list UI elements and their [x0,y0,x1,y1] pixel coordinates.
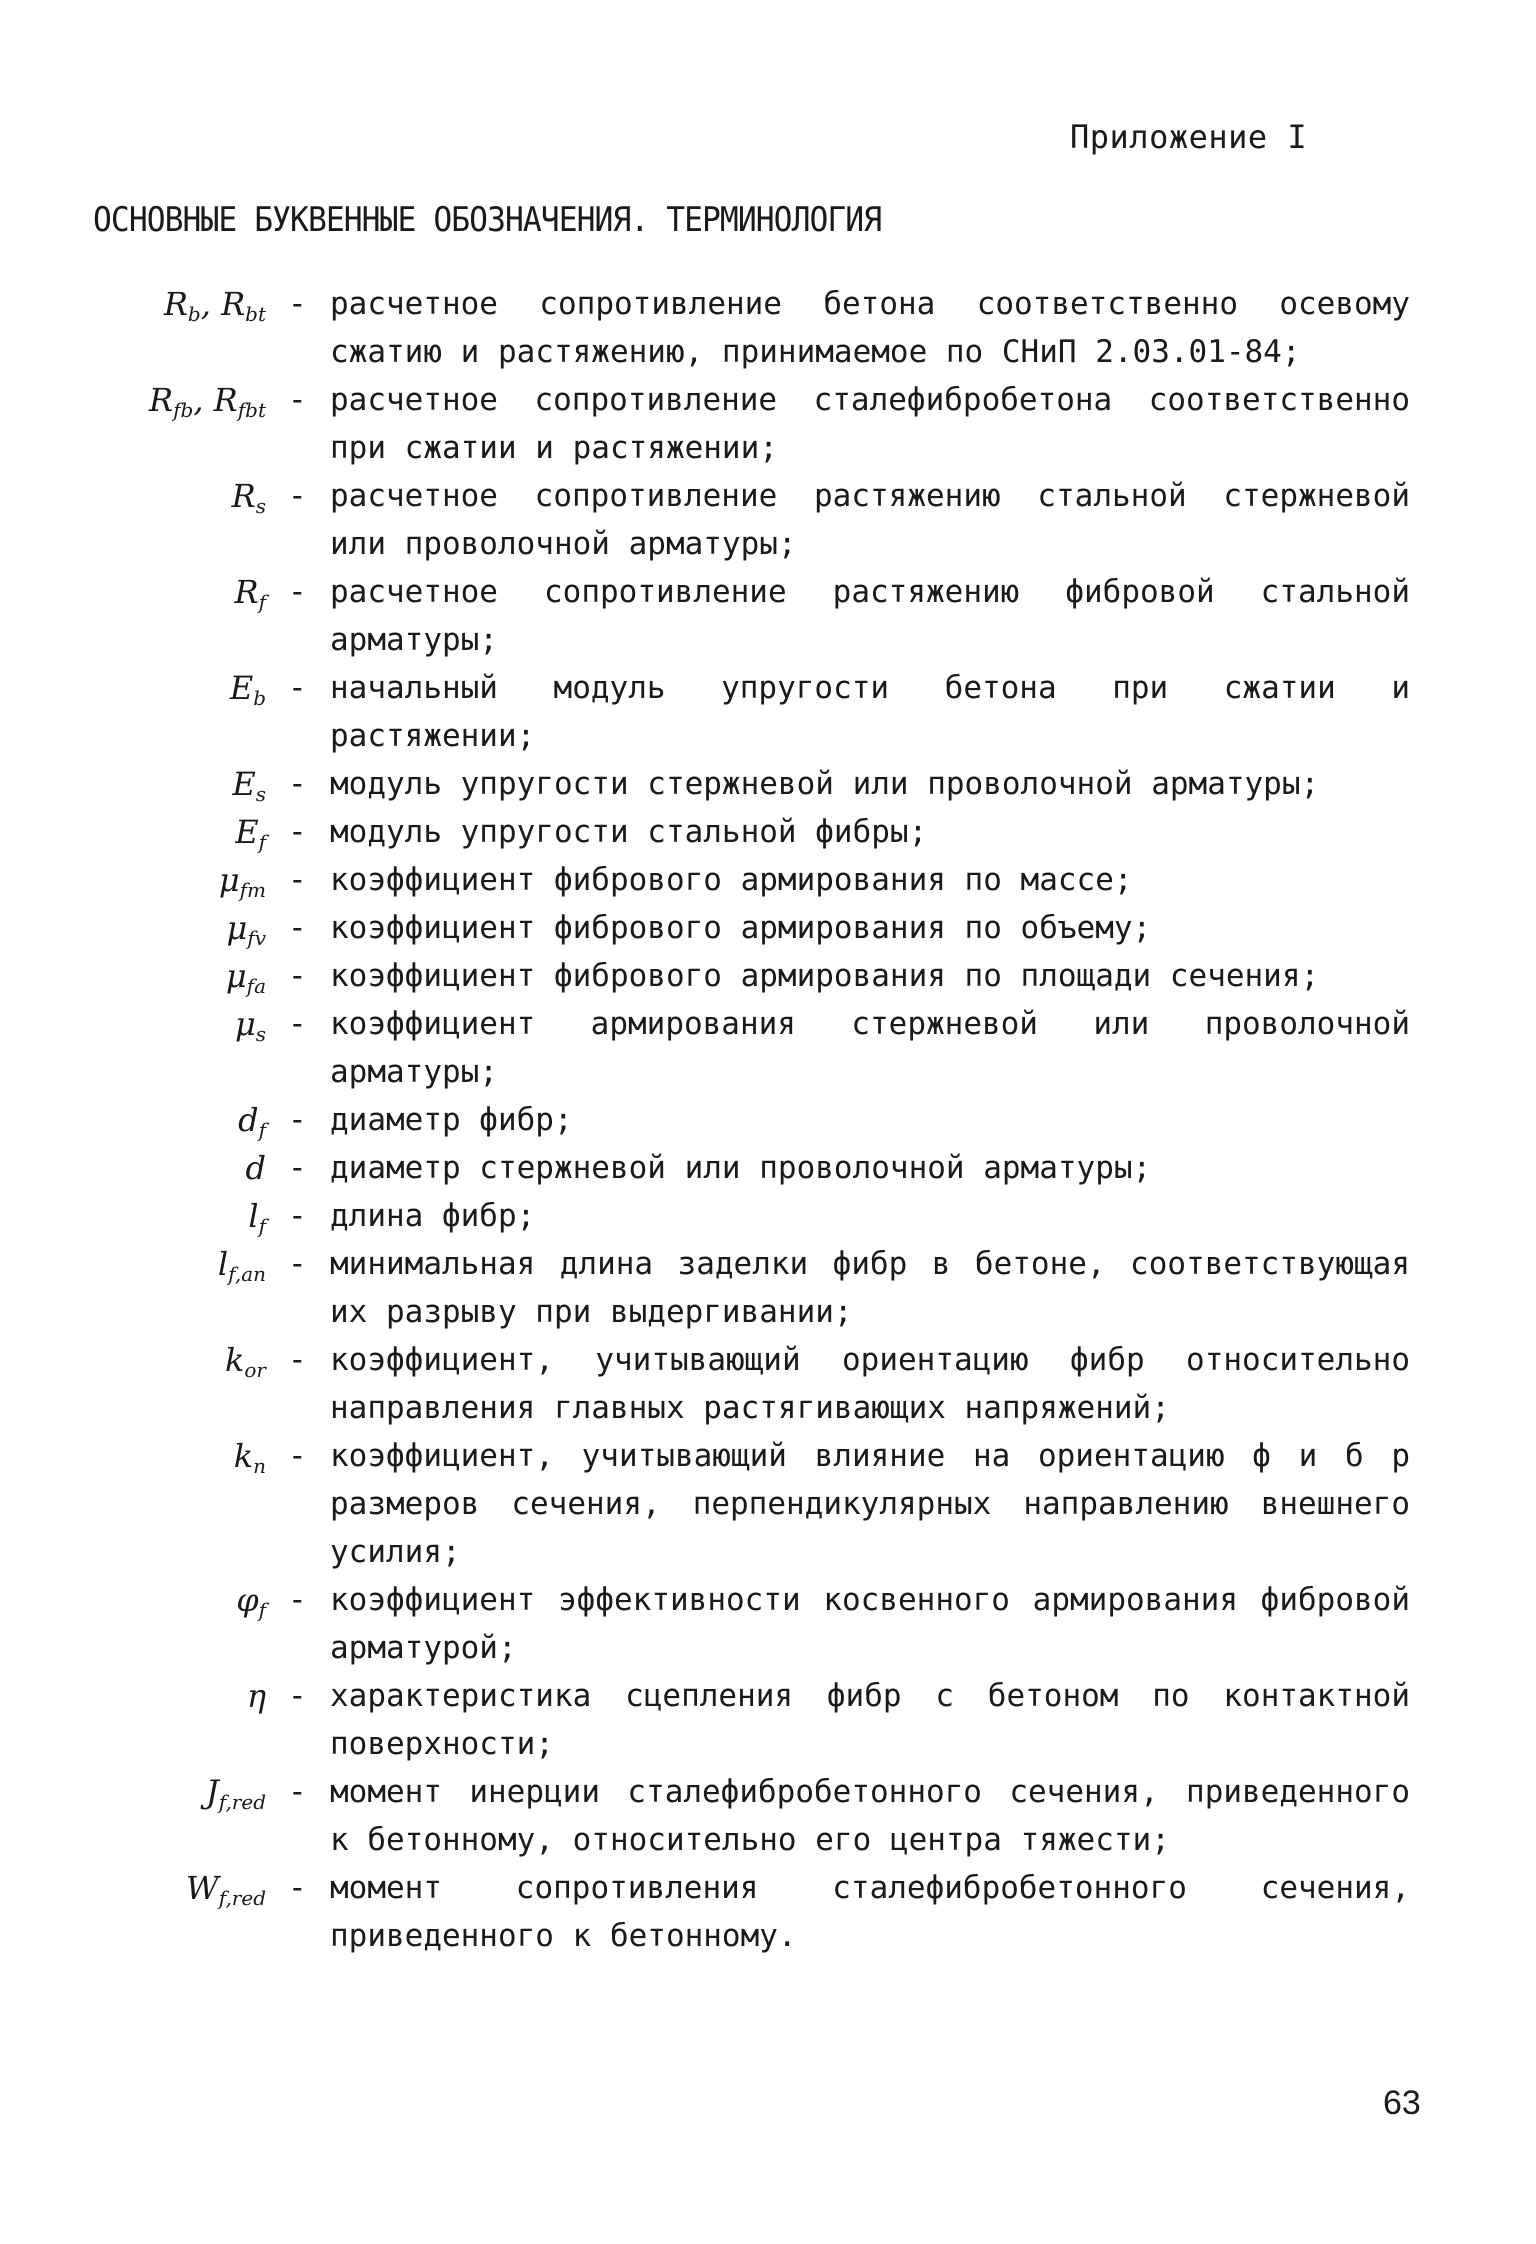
term-definition: начальный модуль упругости бетона при сжатии и растяжении; [330,670,1410,754]
term-definition: модуль упругости стальной фибры; [330,814,928,850]
term-row [0,472,1536,568]
term-symbol: $k_{or}$ [225,1341,266,1382]
term-definition: коэффициент эффективности косвенного армирования фибровой арматурой; [330,1582,1410,1666]
term-row [0,856,1536,904]
term-definition: характеристика сцепления фибр с бетоном по контактной поверхности; [330,1678,1410,1762]
term-dash: - [288,1150,307,1186]
term-row [0,808,1536,856]
term-definition: расчетное сопротивление бетона соответственно осевому сжатию и растяжению, принимаемое по СНиП 2.03.01-84; [330,286,1410,370]
term-symbol: $R_{fb}$, $R_{fbt}$ [149,381,266,422]
term-definition: коэффициент фибрового армирования по массе; [330,862,1133,898]
term-definition: модуль упругости стержневой или проволочной арматуры; [330,766,1320,802]
term-symbol: $E_b$ [229,669,266,710]
term-definition: коэффициент фибрового армирования по площади сечения; [330,958,1320,994]
term-dash: - [288,286,307,322]
term-symbol: $R_b$, $R_{bt}$ [163,285,266,326]
term-symbol: $W_{f,red}$ [185,1869,266,1910]
term-dash: - [288,1006,307,1042]
term-definition: расчетное сопротивление растяжению фибровой стальной арматуры; [330,574,1410,658]
term-dash: - [288,1246,307,1282]
term-dash: - [288,478,307,514]
term-row [0,1432,1536,1576]
term-dash: - [288,574,307,610]
terms-list [0,280,1536,1960]
term-definition: коэффициент армирования стержневой или проволочной арматуры; [330,1006,1410,1090]
term-row [0,760,1536,808]
page-title: ОСНОВНЫЕ БУКВЕННЫЕ ОБОЗНАЧЕНИЯ. ТЕРМИНОЛОГИЯ [93,200,882,240]
term-symbol: $E_f$ [235,813,266,854]
term-symbol: $k_n$ [233,1437,266,1478]
term-symbol: $l_{f,an}$ [217,1245,266,1286]
term-row [0,1576,1536,1672]
term-definition: коэффициент, учитывающий влияние на ориентацию ф и б р размеров сечения, перпендикулярных направлению внешнего усилия; [330,1438,1410,1570]
term-symbol: $R_f$ [234,573,266,614]
term-definition: момент инерции сталефибробетонного сечения, приведенного к бетонному, относительно его центра тяжести; [330,1774,1410,1858]
term-symbol: d [245,1149,266,1187]
term-dash: - [288,910,307,946]
term-row [0,904,1536,952]
term-dash: - [288,766,307,802]
term-definition: расчетное сопротивление растяжению стальной стержневой или проволочной арматуры; [330,478,1410,562]
term-definition: длина фибр; [330,1198,536,1234]
term-row [0,664,1536,760]
term-row [0,1672,1536,1768]
term-row [0,1192,1536,1240]
term-definition: коэффициент фибрового армирования по объему; [330,910,1152,946]
term-dash: - [288,1342,307,1378]
term-definition: момент сопротивления сталефибробетонного сечения, приведенного к бетонному. [330,1870,1410,1954]
term-dash: - [288,1870,307,1906]
term-dash: - [288,862,307,898]
term-definition: минимальная длина заделки фибр в бетоне, соответствующая их разрыву при выдергивании; [330,1246,1410,1330]
term-row [0,1000,1536,1096]
term-dash: - [288,958,307,994]
term-dash: - [288,670,307,706]
term-row [0,1336,1536,1432]
term-definition: расчетное сопротивление сталефибробетона соответственно при сжатии и растяжении; [330,382,1410,466]
term-symbol: $E_s$ [232,765,266,806]
term-symbol: $R_s$ [231,477,266,518]
term-symbol: $\varphi_f$ [236,1581,266,1622]
term-dash: - [288,1198,307,1234]
term-row [0,1144,1536,1192]
term-dash: - [288,1582,307,1618]
term-symbol: $l_f$ [248,1197,266,1238]
term-row [0,952,1536,1000]
term-symbol: $\mu_{fa}$ [225,957,266,998]
term-dash: - [288,1774,307,1810]
term-dash: - [288,1678,307,1714]
term-row [0,1864,1536,1960]
term-dash: - [288,814,307,850]
page-number: 63 [1383,2084,1421,2122]
term-symbol: $J_{f,red}$ [205,1773,266,1814]
term-row [0,568,1536,664]
term-row [0,1240,1536,1336]
term-definition: коэффициент, учитывающий ориентацию фибр относительно направления главных растягивающих напряжений; [330,1342,1410,1426]
term-dash: - [288,382,307,418]
term-dash: - [288,1102,307,1138]
term-definition: диаметр фибр; [330,1102,573,1138]
term-row [0,1768,1536,1864]
term-row [0,376,1536,472]
term-row [0,280,1536,376]
term-symbol: $d_f$ [238,1101,266,1142]
term-symbol: $\mu_{fv}$ [226,909,266,950]
term-definition: диаметр стержневой или проволочной арматуры; [330,1150,1152,1186]
appendix-label: Приложение I [1070,118,1308,156]
term-row [0,1096,1536,1144]
term-symbol: $\mu_s$ [234,1005,266,1046]
term-symbol: $\mu_{fm}$ [218,861,266,902]
term-dash: - [288,1438,307,1474]
term-symbol: η [246,1677,266,1715]
